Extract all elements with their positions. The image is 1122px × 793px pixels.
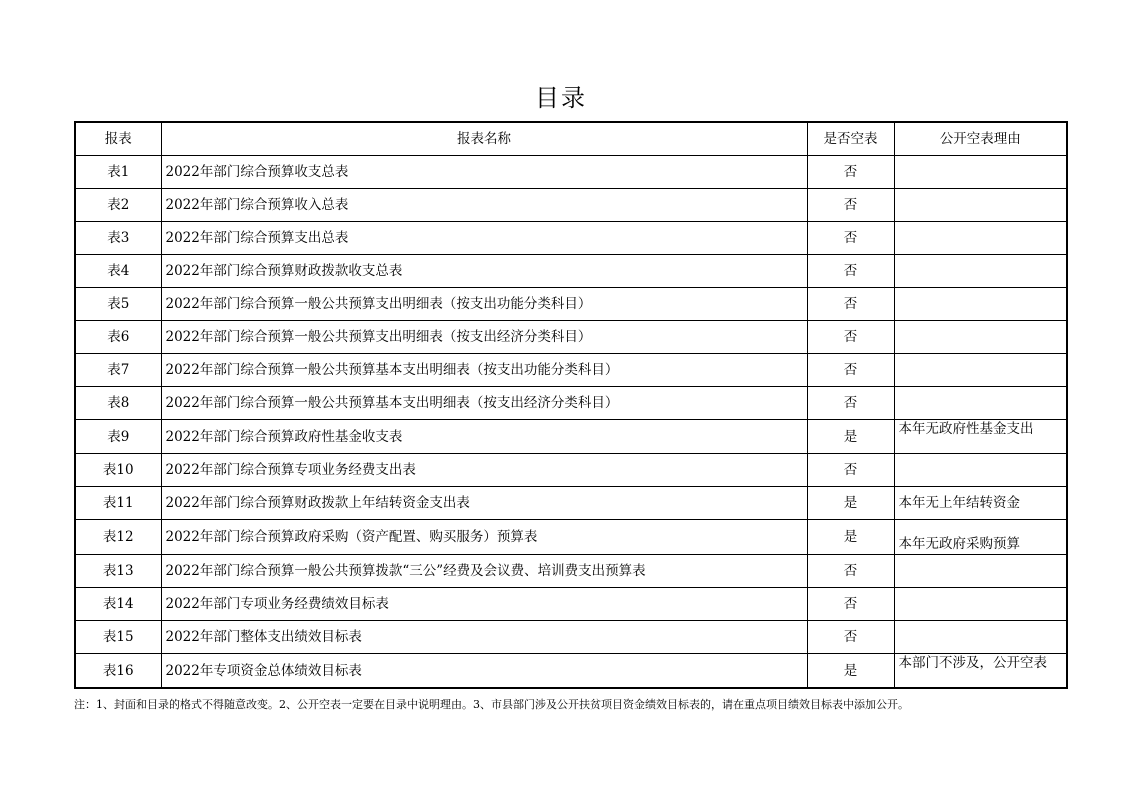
- table-code-cell: 表5: [75, 288, 161, 321]
- table-is-empty-cell: 是: [807, 487, 894, 520]
- table-reason-cell: [894, 222, 1067, 255]
- table-reason-cell: [894, 621, 1067, 654]
- table-reason-cell: [894, 321, 1067, 354]
- table-code-cell: 表7: [75, 354, 161, 387]
- table-name-cell: 2022年部门综合预算收支总表: [161, 156, 807, 189]
- table-is-empty-cell: 是: [807, 420, 894, 454]
- table-code-cell: 表8: [75, 387, 161, 420]
- table-code-cell: 表2: [75, 189, 161, 222]
- table-reason-cell: [894, 387, 1067, 420]
- table-code-cell: 表10: [75, 454, 161, 487]
- table-name-cell: 2022年部门综合预算一般公共预算支出明细表（按支出经济分类科目）: [161, 321, 807, 354]
- table-is-empty-cell: 否: [807, 555, 894, 588]
- table-row: [75, 621, 1067, 654]
- table-reason-cell: [894, 588, 1067, 621]
- table-reason-cell: 本部门不涉及，公开空表: [894, 654, 1067, 689]
- table-name-cell: 2022年部门综合预算一般公共预算拨款“三公”经费及会议费、培训费支出预算表: [161, 555, 807, 588]
- table-code-cell: 表1: [75, 156, 161, 189]
- table-code-cell: 表12: [75, 520, 161, 555]
- table-name-cell: 2022年部门整体支出绩效目标表: [161, 621, 807, 654]
- table-reason-cell: 本年无上年结转资金: [894, 487, 1067, 520]
- header-reason: 公开空表理由: [894, 122, 1067, 156]
- table-is-empty-cell: 否: [807, 189, 894, 222]
- table-code-cell: 表9: [75, 420, 161, 454]
- table-reason-cell: 本年无政府性基金支出: [894, 420, 1067, 454]
- table-row: [75, 654, 1067, 689]
- page-title: 目录: [535, 84, 587, 112]
- table-row: [75, 255, 1067, 288]
- table-code-cell: 表11: [75, 487, 161, 520]
- table-code-cell: 表13: [75, 555, 161, 588]
- table-reason-cell: [894, 189, 1067, 222]
- table-is-empty-cell: 否: [807, 222, 894, 255]
- table-row: [75, 222, 1067, 255]
- table-name-cell: 2022年部门专项业务经费绩效目标表: [161, 588, 807, 621]
- table-row: [75, 354, 1067, 387]
- table-is-empty-cell: 否: [807, 354, 894, 387]
- table-row: [75, 321, 1067, 354]
- table-code-cell: 表14: [75, 588, 161, 621]
- table-reason-cell: [894, 454, 1067, 487]
- table-row: [75, 156, 1067, 189]
- table-code-cell: 表3: [75, 222, 161, 255]
- table-name-cell: 2022年专项资金总体绩效目标表: [161, 654, 807, 689]
- table-is-empty-cell: 否: [807, 156, 894, 189]
- table-row: [75, 487, 1067, 520]
- table-row: [75, 454, 1067, 487]
- table-is-empty-cell: 否: [807, 288, 894, 321]
- footnote: 注：1、封面和目录的格式不得随意改变。2、公开空表一定要在目录中说明理由。3、市县部门涉及公开扶贫项目资金绩效目标表的，请在重点项目绩效目标表中添加公开。: [74, 698, 909, 711]
- table-name-cell: 2022年部门综合预算收入总表: [161, 189, 807, 222]
- table-reason-cell: [894, 255, 1067, 288]
- table-is-empty-cell: 是: [807, 654, 894, 689]
- table-row: [75, 555, 1067, 588]
- table-name-cell: 2022年部门综合预算政府采购（资产配置、购买服务）预算表: [161, 520, 807, 555]
- table-name-cell: 2022年部门综合预算支出总表: [161, 222, 807, 255]
- table-is-empty-cell: 否: [807, 387, 894, 420]
- table-reason-cell: 本年无政府采购预算: [894, 520, 1067, 555]
- header-is-empty: 是否空表: [807, 122, 894, 156]
- table-row: [75, 520, 1067, 555]
- table-name-cell: 2022年部门综合预算一般公共预算基本支出明细表（按支出功能分类科目）: [161, 354, 807, 387]
- table-name-cell: 2022年部门综合预算一般公共预算基本支出明细表（按支出经济分类科目）: [161, 387, 807, 420]
- table-code-cell: 表6: [75, 321, 161, 354]
- table-reason-cell: [894, 156, 1067, 189]
- table-name-cell: 2022年部门综合预算政府性基金收支表: [161, 420, 807, 454]
- table-row: [75, 387, 1067, 420]
- table-header-row: [75, 122, 1067, 156]
- table-name-cell: 2022年部门综合预算财政拨款收支总表: [161, 255, 807, 288]
- table-row: [75, 189, 1067, 222]
- table-code-cell: 表15: [75, 621, 161, 654]
- table-is-empty-cell: 否: [807, 255, 894, 288]
- table-is-empty-cell: 否: [807, 454, 894, 487]
- table-is-empty-cell: 否: [807, 321, 894, 354]
- header-code: 报表: [75, 122, 161, 156]
- table-name-cell: 2022年部门综合预算财政拨款上年结转资金支出表: [161, 487, 807, 520]
- header-name: 报表名称: [161, 122, 807, 156]
- table-reason-cell: [894, 354, 1067, 387]
- catalog-table: [74, 121, 1068, 689]
- table-row: [75, 588, 1067, 621]
- table-row: [75, 420, 1067, 454]
- table-reason-cell: [894, 288, 1067, 321]
- table-is-empty-cell: 是: [807, 520, 894, 555]
- table-reason-cell: [894, 555, 1067, 588]
- table-code-cell: 表4: [75, 255, 161, 288]
- table-code-cell: 表16: [75, 654, 161, 689]
- table-name-cell: 2022年部门综合预算一般公共预算支出明细表（按支出功能分类科目）: [161, 288, 807, 321]
- table-row: [75, 288, 1067, 321]
- table-name-cell: 2022年部门综合预算专项业务经费支出表: [161, 454, 807, 487]
- table-is-empty-cell: 否: [807, 621, 894, 654]
- table-is-empty-cell: 否: [807, 588, 894, 621]
